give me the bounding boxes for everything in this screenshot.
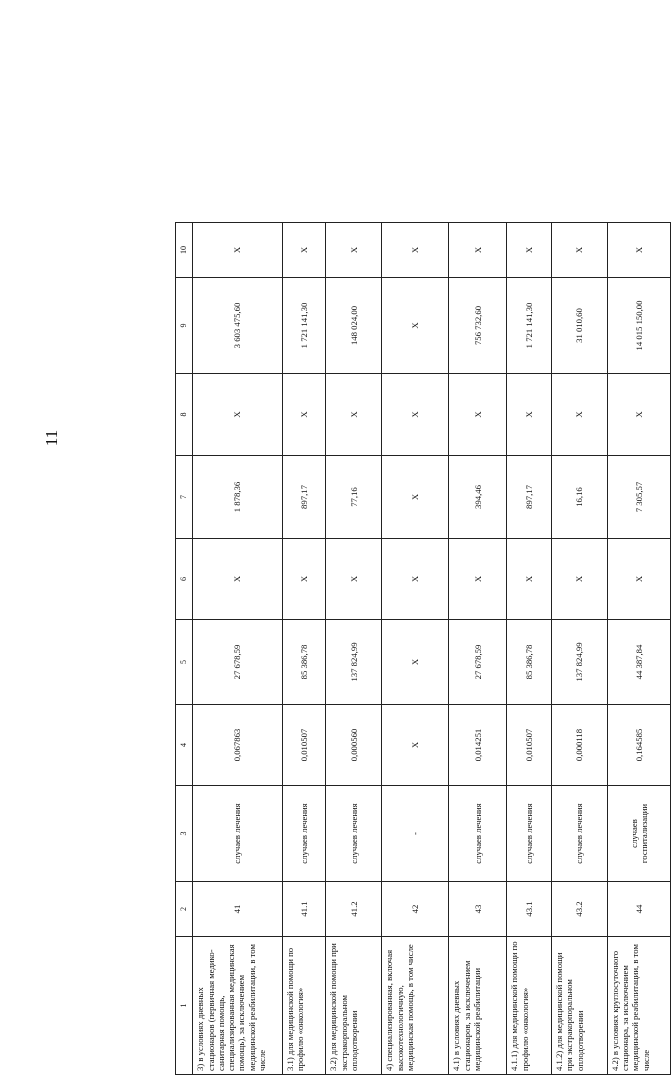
value-cell: 27 678,59 <box>193 620 282 705</box>
value-cell: 0,010507 <box>282 705 326 786</box>
value-cell: Х <box>607 374 670 456</box>
value-cell: 0,164585 <box>607 705 670 786</box>
header-row <box>176 223 193 1075</box>
value-cell: 897,17 <box>507 456 552 539</box>
header-cell: 2 <box>176 882 193 937</box>
header-cell: 4 <box>176 705 193 786</box>
row-code-cell: 41.2 <box>326 882 382 937</box>
value-cell: Х <box>326 374 382 456</box>
header-cell: 10 <box>176 223 193 278</box>
value-cell: 897,17 <box>282 456 326 539</box>
value-cell: Х <box>607 223 670 278</box>
value-cell: 0,014251 <box>449 705 507 786</box>
row-code-cell: 42 <box>382 882 449 937</box>
value-cell: 7 305,57 <box>607 456 670 539</box>
header-cell: 1 <box>176 937 193 1075</box>
value-cell: Х <box>449 374 507 456</box>
unit-cell: случаев лечения <box>552 786 608 882</box>
table-row <box>552 223 608 1075</box>
value-cell: Х <box>507 539 552 620</box>
row-code-cell: 43.2 <box>552 882 608 937</box>
value-cell: Х <box>449 539 507 620</box>
value-cell: Х <box>552 374 608 456</box>
value-cell: 0,000560 <box>326 705 382 786</box>
value-cell: Х <box>193 374 282 456</box>
row-name-cell: 3.1) для медицинской помощи по профилю «онкология» <box>282 937 326 1075</box>
unit-cell: случаев госпитализации <box>607 786 670 882</box>
row-code-cell: 41.1 <box>282 882 326 937</box>
header-cell: 3 <box>176 786 193 882</box>
value-cell: 756 732,60 <box>449 278 507 374</box>
row-name-cell: 4) специализированная, включая высокотехнологичную, медицинская помощь, в том числе <box>382 937 449 1075</box>
value-cell: 44 387,84 <box>607 620 670 705</box>
value-cell: Х <box>552 223 608 278</box>
value-cell: Х <box>382 620 449 705</box>
value-cell: 31 010,60 <box>552 278 608 374</box>
row-name-cell: 4.1) в условиях дневных стационаров, за исключением медицинской реабилитации <box>449 937 507 1075</box>
value-cell: Х <box>382 223 449 278</box>
value-cell: Х <box>326 223 382 278</box>
value-cell: Х <box>193 223 282 278</box>
value-cell: Х <box>507 374 552 456</box>
row-code-cell: 41 <box>193 882 282 937</box>
value-cell: 148 024,00 <box>326 278 382 374</box>
value-cell: 16,16 <box>552 456 608 539</box>
value-cell: Х <box>282 223 326 278</box>
value-cell: Х <box>607 539 670 620</box>
header-cell: 7 <box>176 456 193 539</box>
table-row <box>449 223 507 1075</box>
header-cell: 5 <box>176 620 193 705</box>
value-cell: Х <box>193 539 282 620</box>
row-code-cell: 44 <box>607 882 670 937</box>
value-cell: 14 015 150,00 <box>607 278 670 374</box>
value-cell: 1 721 141,30 <box>507 278 552 374</box>
value-cell: Х <box>552 539 608 620</box>
row-name-cell: 3) в условиях дневных стационаров (первичная медико-санитарная помощь, специализированная медицинская помощь), за исключением медицинской реабилитации, в том числе <box>193 937 282 1075</box>
table-row <box>193 223 282 1075</box>
value-cell: 1 878,36 <box>193 456 282 539</box>
table-row <box>607 223 670 1075</box>
row-name-cell: 4.2) в условиях круглосуточного стационара, за исключением медицинской реабилитации, в том числе <box>607 937 670 1075</box>
value-cell: Х <box>382 374 449 456</box>
value-cell: Х <box>382 705 449 786</box>
table-row <box>507 223 552 1075</box>
header-cell: 6 <box>176 539 193 620</box>
value-cell: Х <box>282 374 326 456</box>
value-cell: 85 386,78 <box>507 620 552 705</box>
unit-cell: случаев лечения <box>282 786 326 882</box>
value-cell: Х <box>507 223 552 278</box>
table-row <box>326 223 382 1075</box>
row-code-cell: 43.1 <box>507 882 552 937</box>
unit-cell: случаев лечения <box>193 786 282 882</box>
page-number: 11 <box>42 429 61 447</box>
row-name-cell: 4.1.2) для медицинской помощи при экстракорпоральном оплодотворении <box>552 937 608 1075</box>
table-row <box>382 223 449 1075</box>
value-cell: 85 386,78 <box>282 620 326 705</box>
data-table <box>175 222 671 1075</box>
value-cell: Х <box>326 539 382 620</box>
value-cell: 394,46 <box>449 456 507 539</box>
value-cell: 0,000118 <box>552 705 608 786</box>
row-name-cell: 3.2) для медицинской помощи при экстракорпоральном оплодотворении <box>326 937 382 1075</box>
value-cell: 77,16 <box>326 456 382 539</box>
value-cell: Х <box>449 223 507 278</box>
header-cell: 8 <box>176 374 193 456</box>
value-cell: 137 824,99 <box>552 620 608 705</box>
value-cell: 27 678,59 <box>449 620 507 705</box>
unit-cell: случаев лечения <box>326 786 382 882</box>
table-row <box>282 223 326 1075</box>
row-name-cell: 4.1.1) для медицинской помощи по профилю «онкология» <box>507 937 552 1075</box>
header-cell: 9 <box>176 278 193 374</box>
value-cell: 1 721 141,30 <box>282 278 326 374</box>
value-cell: 137 824,99 <box>326 620 382 705</box>
value-cell: 3 603 475,60 <box>193 278 282 374</box>
unit-cell: случаев лечения <box>449 786 507 882</box>
unit-cell: - <box>382 786 449 882</box>
value-cell: Х <box>282 539 326 620</box>
value-cell: Х <box>382 278 449 374</box>
unit-cell: случаев лечения <box>507 786 552 882</box>
row-code-cell: 43 <box>449 882 507 937</box>
value-cell: Х <box>382 539 449 620</box>
value-cell: 0,067863 <box>193 705 282 786</box>
value-cell: Х <box>382 456 449 539</box>
value-cell: 0,010507 <box>507 705 552 786</box>
